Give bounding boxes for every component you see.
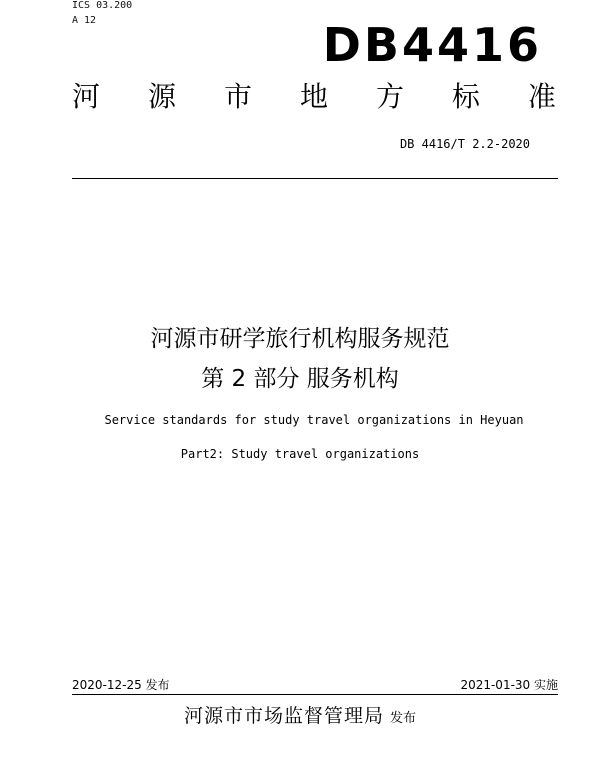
standard-type-char: 方: [375, 80, 404, 113]
standard-type-char: 河: [72, 80, 101, 113]
standard-type-char: 标: [451, 80, 480, 113]
subtitle-english: Part2: Study travel organizations: [180, 447, 420, 461]
issuer-line: [0, 703, 600, 732]
standard-number: DB 4416/T 2.2-2020: [399, 137, 530, 151]
standard-type-char: 市: [223, 80, 252, 113]
top-divider: [72, 178, 558, 179]
implementation-date: 2021-01-30 实施: [460, 678, 558, 692]
subtitle-chinese: 第 2 部分 服务机构: [201, 366, 399, 392]
standard-type-char: 准: [527, 80, 556, 113]
standard-type-char: 地: [299, 80, 328, 113]
issuer-suffix: 发布: [390, 711, 417, 726]
bottom-divider: [72, 694, 558, 695]
standard-code: DB4416: [322, 18, 542, 72]
standard-type-char: 源: [147, 80, 176, 113]
standard-type: [72, 80, 556, 114]
issuer-name: 河源市市场监督管理局: [183, 705, 384, 727]
title-english: Service standards for study travel organizations in Heyuan: [104, 413, 524, 427]
ics-code: ICS 03.200: [72, 0, 133, 11]
title-chinese: 河源市研学旅行机构服务规范: [150, 326, 450, 352]
issue-date: 2020-12-25 发布: [72, 678, 170, 692]
classification-code: A 12: [72, 15, 97, 26]
